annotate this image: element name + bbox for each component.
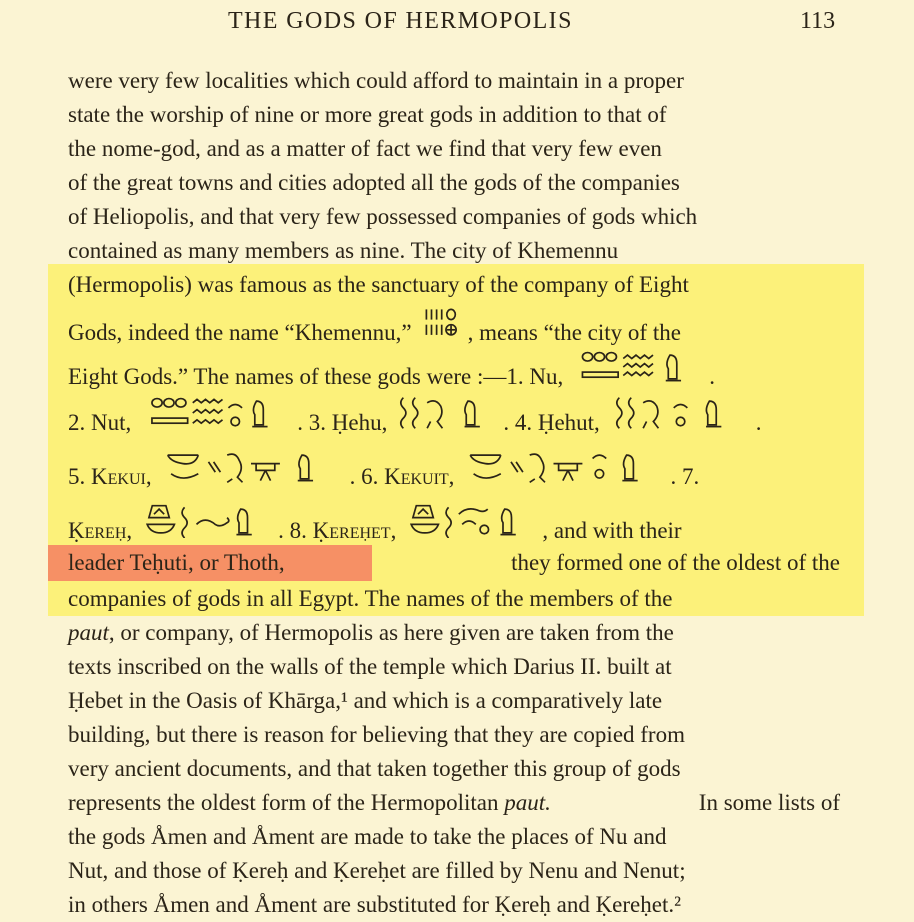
text-line: paut, or company, of Hermopolis as here given are taken from the xyxy=(68,620,674,645)
hieroglyph-nut-icon xyxy=(139,396,289,430)
hieroglyph-hehu-icon xyxy=(395,396,495,430)
hieroglyph-kekui-icon xyxy=(160,450,342,484)
italic-word: paut. xyxy=(504,790,551,815)
text-line: Ḥebet in the Oasis of Khārga,¹ and which is a comparatively late xyxy=(68,688,663,713)
hieroglyph-kekuit-icon xyxy=(462,450,662,484)
italic-word: paut xyxy=(68,620,109,645)
text-line: Gods, indeed the name “Khemennu,” , means “the city of the xyxy=(68,306,840,350)
text-line: Nut, and those of Ḳereḥ and Ḳereḥet are filled by Nenu and Nenut; xyxy=(68,858,686,883)
text-line: texts inscribed on the walls of the temple which Darius II. built at xyxy=(68,654,672,679)
hieroglyph-hehut-icon xyxy=(608,396,748,430)
text-line: contained as many members as nine. The city of Khemennu xyxy=(68,238,619,263)
hieroglyph-kereh-icon xyxy=(140,504,270,538)
text-line: Eight Gods.” The names of these gods were :—1. Nu, . xyxy=(68,350,840,394)
text-line: represents the oldest form of the Hermopolitan paut. In some lists of xyxy=(68,790,840,815)
text-line: in others Åmen and Åment are substituted for Ḳereḥ and Ḳereḥet.² xyxy=(68,892,682,917)
text-line: the nome-god, and as a matter of fact we find that very few even xyxy=(68,136,662,161)
red-highlighted-phrase: leader Teḥuti, or Thoth, xyxy=(68,550,285,575)
text-line: very ancient documents, and that taken together this group of gods xyxy=(68,756,681,781)
text-line: building, but there is reason for believing that they are copied from xyxy=(68,722,685,747)
text-line: leader Teḥuti, or Thoth, they formed one of the oldest of the xyxy=(68,546,840,580)
text-line: companies of gods in all Egypt. The names of the members of the xyxy=(68,586,673,611)
running-header xyxy=(228,8,914,40)
text-line: state the worship of nine or more great gods in addition to that of xyxy=(68,102,667,127)
page-number: 113 xyxy=(800,8,836,34)
running-title: THE GODS OF HERMOPOLIS xyxy=(228,8,573,34)
hieroglyph-nu-icon xyxy=(571,350,701,384)
text-line: the gods Åmen and Åment are made to take the places of Nu and xyxy=(68,824,667,849)
text-line: of the great towns and cities adopted all the gods of the companies xyxy=(68,170,680,195)
text-line: Ḳereḥ, . 8. Ḳereḥet, , and with their xyxy=(68,504,840,548)
text-line: of Heliopolis, and that very few possessed companies of gods which xyxy=(68,204,698,229)
text-line: 2. Nut, . 3. Ḥehu, . 4. Ḥehut, . xyxy=(68,396,840,440)
hieroglyph-kerehet-icon xyxy=(404,504,534,538)
text-line: (Hermopolis) was famous as the sanctuary of the company of Eight xyxy=(68,272,689,297)
text-line: 5. Kekui, . 6. Kekuit, . 7. xyxy=(68,450,840,494)
hieroglyph-khemennu-icon xyxy=(420,306,460,340)
text-line: were very few localities which could afford to maintain in a proper xyxy=(68,68,684,93)
